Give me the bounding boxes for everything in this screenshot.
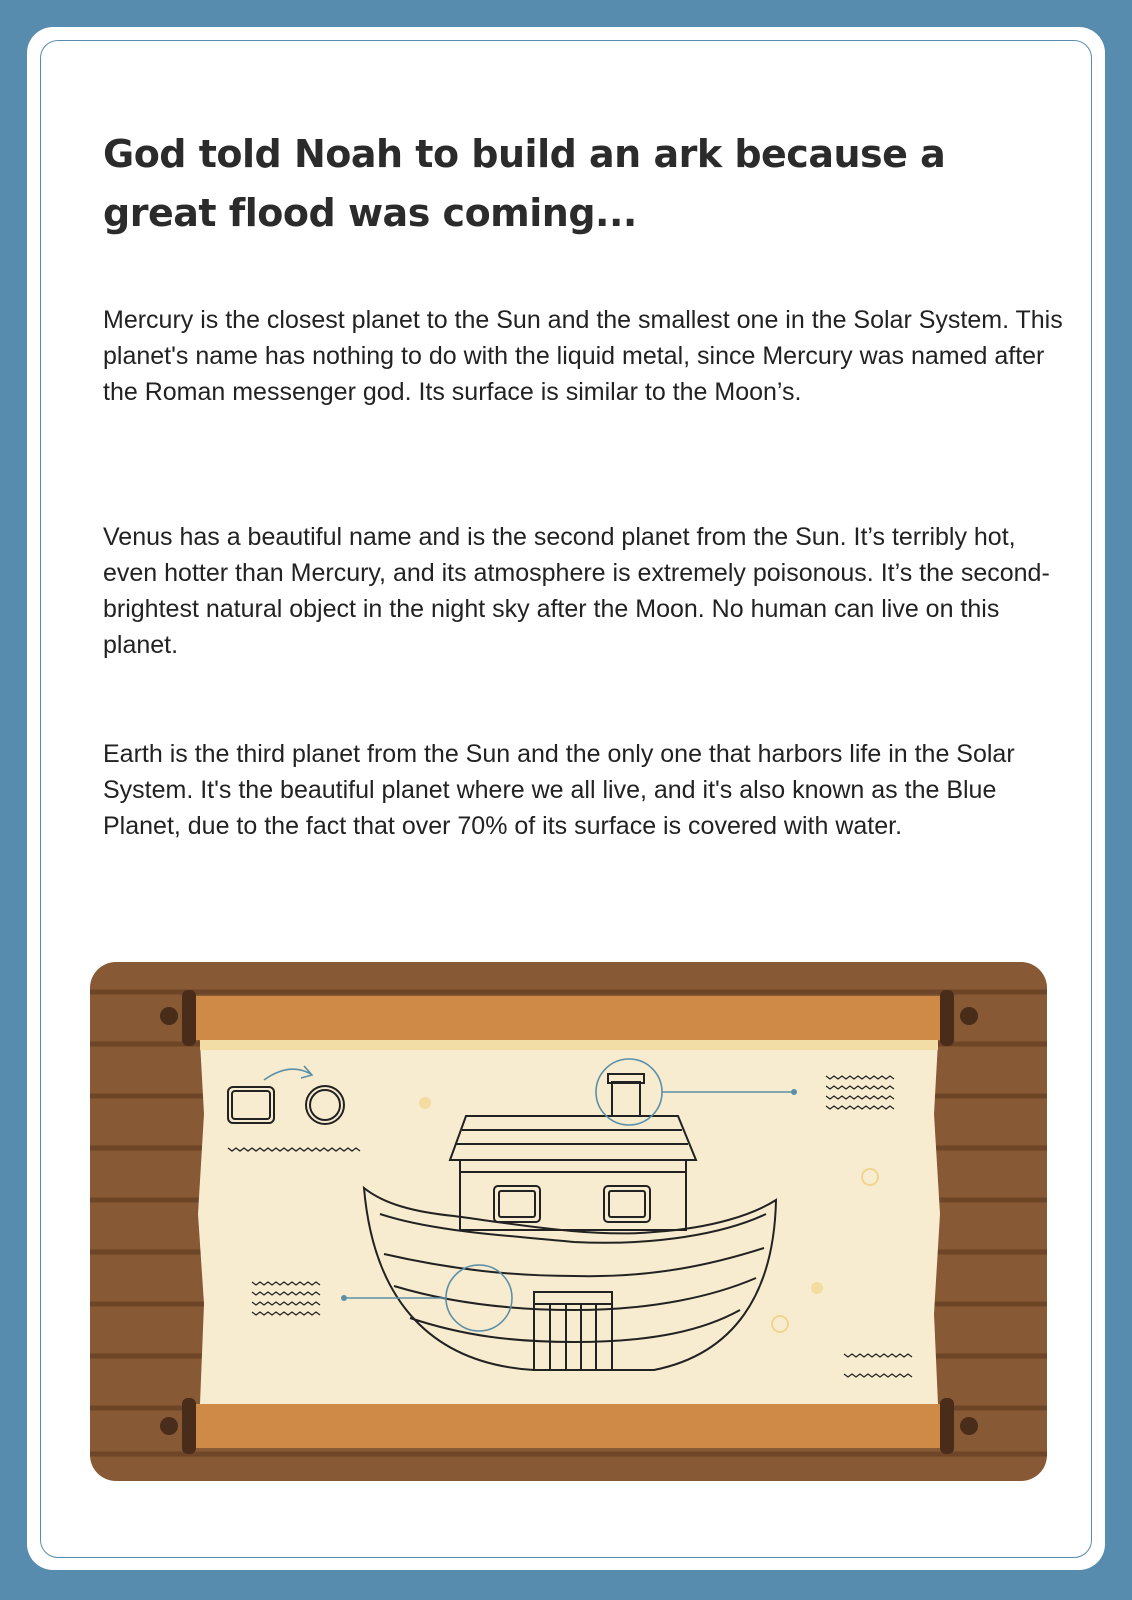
paragraph-venus: Venus has a beautiful name and is the second planet from the Sun. It’s terribly hot, even hotter than Mercury, and its atmosphere is extremely poisonous. It’s the second-brightest natural object in the night sky after the Moon. No human can live on this planet. [103, 523, 1050, 659]
bottom-roller [194, 1404, 944, 1448]
top-roller [194, 996, 944, 1040]
paragraph-earth: Earth is the third planet from the Sun and the only one that harbors life in the Solar System. It's the beautiful planet where we all live, and it's also known as the Blue Planet, due to the fact that over 70% of its surface is covered with water. [103, 740, 1015, 840]
worksheet-card [27, 27, 1105, 1570]
paragraph-mercury: Mercury is the closest planet to the Sun and the smallest one in the Solar System. This planet's name has nothing to do with the liquid metal, since Mercury was named after the Roman messenger god. Its surface is similar to the Moon’s. [103, 306, 1063, 406]
paper-scroll [198, 1042, 940, 1404]
card-border [40, 40, 1092, 1558]
page-title: God told Noah to build an ark because a great flood was coming... [103, 132, 946, 235]
ark-blueprint-illustration [90, 962, 1047, 1481]
